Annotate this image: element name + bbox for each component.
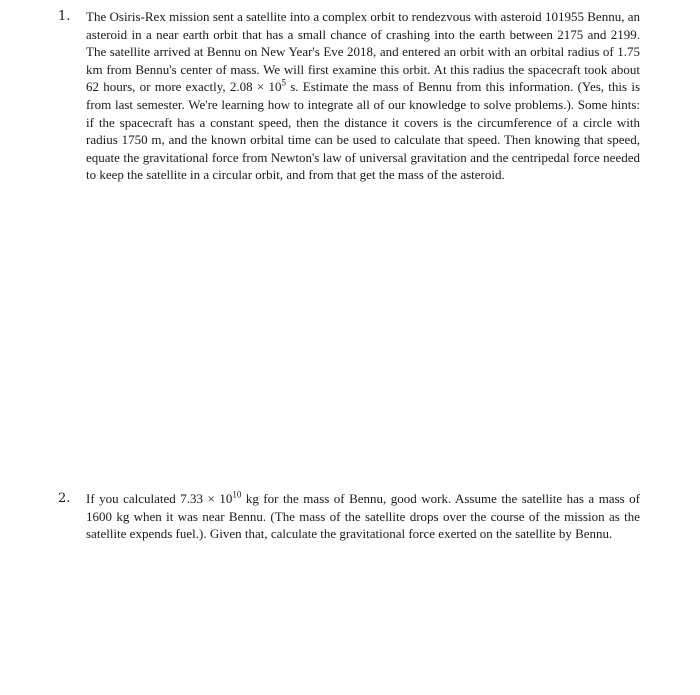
problem-text-part-b: s. Estimate the mass of Bennu from this information. (Yes, this is from last semester. We're learning how to integrate all of our knowledge to solve problems.). Some hints: if the spacecraft has a constant speed, then the distance it covers is the circumference of a circle with radius 1750 m, and the known orbital time can be used to calculate that speed. Then knowing that speed, equate the gravitational force from Newton's law of universal gravitation and the centripedal force needed to keep the satellite in a circular orbit, and from that get the mass of the asteroid. xyxy=(86,79,641,183)
problem-text-part-b: kg for the mass of Bennu, good work. Assume the satellite has a mass of 1600 kg when it was near Bennu. (The mass of the satellite drops over the course of the mission as the satellite expends fuel.). Given that, calculate the gravitational force exerted on the satellite by Bennu. xyxy=(86,491,640,542)
problem-text-part-a: The Osiris-Rex mission sent a satellite into a complex orbit to rendezvous with asteroid 101955 Bennu, an asteroid in a near earth orbit that has a small chance of crashing into the earth between 2175 and 2199. The satellite arrived at Bennu on New Year's Eve 2018, and entered an orbit with an orbital radius of 1.75 km from Bennu's center of mass. We will first examine this orbit. At this radius the spacecraft took about 62 hours, or more exactly, 2.08 × 10 xyxy=(86,9,640,95)
exponent: 10 xyxy=(232,489,242,500)
exponent: 5 xyxy=(281,78,286,89)
problem-text xyxy=(86,8,640,184)
problem-text-part-a: If you calculated 7.33 × 10 xyxy=(86,491,233,506)
problem-text xyxy=(86,490,640,543)
problem-number: 2. xyxy=(58,491,71,506)
problem-number: 1. xyxy=(58,9,71,24)
problem-2 xyxy=(58,490,640,543)
problem-1 xyxy=(58,8,640,184)
